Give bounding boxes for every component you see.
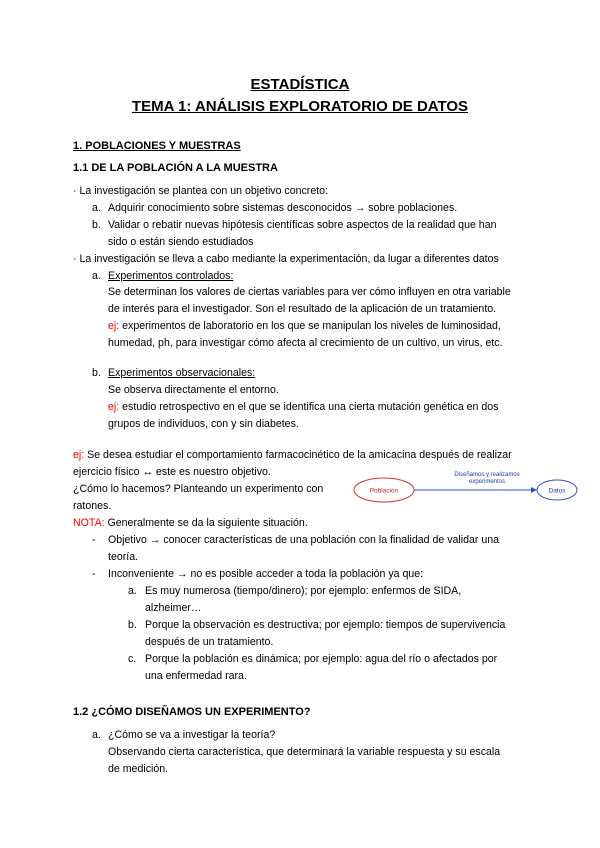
example-line — [73, 449, 512, 462]
list-marker: c. — [128, 653, 137, 665]
population-label: Población — [369, 487, 399, 495]
list-item-text: sido o están siendo estudiados — [108, 236, 254, 248]
example-text: ejercicio físico ↔ este es nuestro objetivo. — [73, 466, 271, 478]
bullet-text: teoría. — [108, 551, 139, 563]
list-marker: b. — [92, 219, 101, 231]
experiment-text: grupos de individuos, con y sin diabetes. — [108, 418, 299, 430]
document-title: ESTADÍSTICA — [250, 76, 350, 93]
list-item-text: después de un tratamiento. — [145, 636, 274, 648]
arrow-label-line1: Diseñamos y realizamos — [454, 472, 520, 478]
list-marker: b. — [128, 619, 137, 631]
list-item-text: alzheimer… — [145, 602, 202, 614]
list-item-text: Observando cierta característica, que determinará la variable respuesta y su escala — [108, 746, 501, 758]
example-text: ¿Cómo lo hacemos? Planteando un experimento con — [73, 483, 324, 495]
arrow-label-line2: experimentos — [468, 479, 506, 485]
experiment-text: Se determinan los valores de ciertas variables para ver cómo influyen en otra variable — [108, 286, 511, 298]
example-text: ratones. — [73, 500, 112, 512]
experiment-title: Experimentos controlados: — [108, 270, 234, 282]
list-marker: b. — [92, 367, 101, 379]
list-item-text: Es muy numerosa (tiempo/dinero); por ejemplo: enfermos de SIDA, — [145, 585, 462, 597]
list-item-text: de medición. — [108, 763, 169, 775]
bullet-text: Objetivo → conocer características de una población con la finalidad de validar una — [108, 534, 500, 546]
paragraph: · La investigación se plantea con un objetivo concreto: — [73, 185, 329, 197]
example-text: estudio retrospectivo en el que se identifica una cierta mutación genética en dos — [119, 401, 499, 413]
bullet-text: Inconveniente → no es posible acceder a toda la población ya que: — [108, 568, 424, 580]
paragraph: · La investigación se lleva a cabo mediante la experimentación, da lugar a diferentes datos — [73, 253, 499, 265]
list-item-text: ¿Cómo se va a investigar la teoría? — [108, 729, 276, 741]
example-label: ej: — [108, 401, 120, 413]
list-item-text: Adquirir conocimiento sobre sistemas desconocidos → sobre poblaciones. — [108, 202, 458, 214]
dash-marker: - — [92, 568, 96, 580]
population-data-diagram — [352, 468, 580, 512]
list-marker: a. — [92, 270, 101, 282]
note-line — [73, 517, 308, 530]
example-label: ej: — [108, 320, 120, 332]
experiment-text: de interés para el investigador. Son el resultado de la aplicación de un tratamiento. — [108, 303, 497, 315]
experiment-title: Experimentos observacionales: — [108, 367, 256, 379]
list-item-text: Porque la observación es destructiva; por ejemplo: tiempos de supervivencia — [145, 619, 506, 631]
list-marker: a. — [92, 202, 101, 214]
dash-marker: - — [92, 534, 96, 546]
list-item-text: una enfermedad rara. — [145, 670, 247, 682]
example-label: ej: — [73, 449, 85, 461]
section-heading-1: 1. POBLACIONES Y MUESTRAS — [73, 140, 241, 152]
list-item-text: Porque la población es dinámica; por ejemplo: agua del río o afectados por — [145, 653, 498, 665]
list-marker: a. — [128, 585, 137, 597]
note-text: Generalmente se da la siguiente situación. — [104, 517, 308, 529]
list-item-text: Validar o rebatir nuevas hipótesis científicas sobre aspectos de la realidad que han — [108, 219, 497, 231]
note-label: NOTA: — [73, 517, 105, 529]
document-subtitle: TEMA 1: ANÁLISIS EXPLORATORIO DE DATOS — [131, 98, 469, 115]
example-text: experimentos de laboratorio en los que se manipulan los niveles de luminosidad, — [119, 320, 501, 332]
example-line — [108, 401, 498, 414]
data-label: Datos — [548, 487, 566, 495]
subsection-heading-1-2: 1.2 ¿CÓMO DISEÑAMOS UN EXPERIMENTO? — [73, 706, 311, 718]
subsection-heading-1-1: 1.1 DE LA POBLACIÓN A LA MUESTRA — [73, 162, 278, 174]
list-marker: a. — [92, 729, 101, 741]
example-line — [108, 320, 501, 333]
experiment-text: humedad, ph, para investigar cómo afecta al crecimiento de un cultivo, un virus, etc. — [108, 337, 503, 349]
experiment-text: Se observa directamente el entorno. — [108, 384, 279, 396]
example-text: Se desea estudiar el comportamiento farmacocinético de la amicacina después de realizar — [84, 449, 512, 461]
